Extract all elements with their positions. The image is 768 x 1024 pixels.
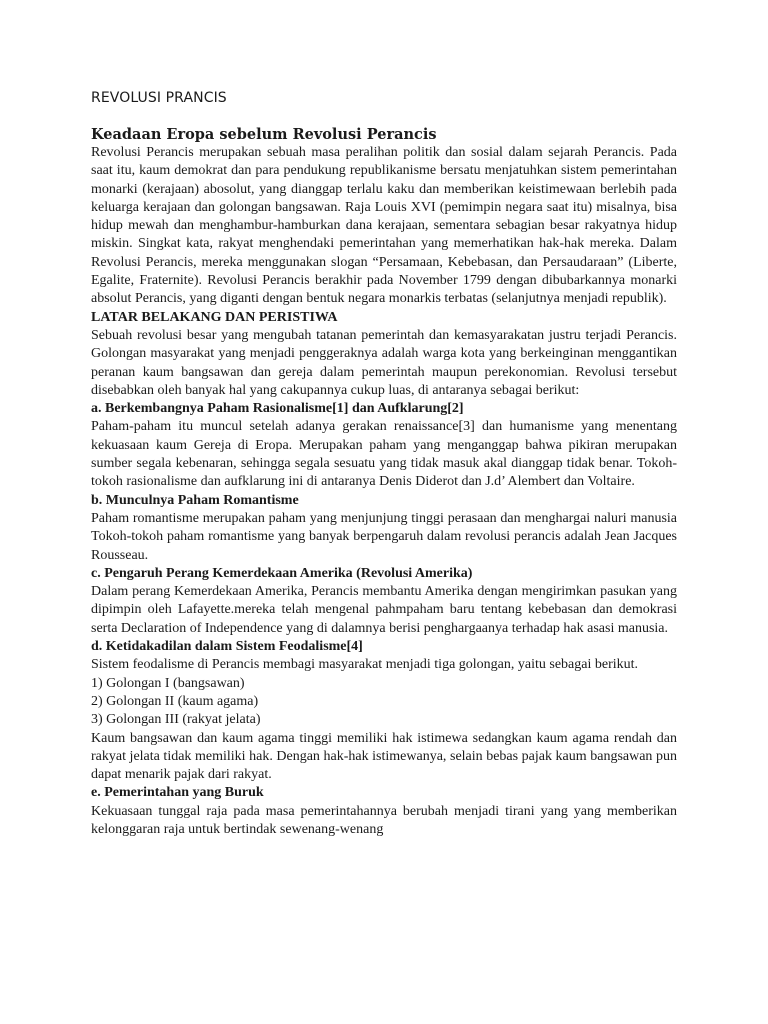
section-a-paragraph: Paham-paham itu muncul setelah adanya gerakan renaissance[3] dan humanisme yang menentang kekuasaan kaum Gereja di Eropa. Merupakan paham yang menganggap bahwa pikiran merupakan sumber segala kebenaran, sehingga segala sesuatu yang tidak masuk akal dianggap tidak benar. Tokoh-tokoh rasionalisme dan aufklarung ini di antaranya Denis Diderot dan J.d’ Alembert dan Voltaire.: [91, 419, 677, 490]
section-b-heading: b. Munculnya Paham Romantisme: [91, 492, 299, 508]
section-c-paragraph: Dalam perang Kemerdekaan Amerika, Perancis membantu Amerika dengan mengirimkan pasukan yang dipimpin oleh Lafayette.mereka telah mengenal pahmpaham baru tentang kebebasan dan demokrasi serta Declaration of Independence yang di dalamnya berisi penghargaanya terhadap hak asasi manusia.: [91, 584, 677, 636]
section-c-heading: c. Pengaruh Perang Kemerdekaan Amerika (Revolusi Amerika): [91, 565, 473, 581]
section-d-after-paragraph: Kaum bangsawan dan kaum agama tinggi memiliki hak istimewa sedangkan kaum agama rendah dan rakyat jelata tidak memiliki hak. Dengan hak-hak istimewanya, selain bebas pajak kaum bangsawan pun dapat menarik pajak dari rakyat.: [91, 730, 677, 783]
list-item: 1) Golongan I (bangsawan): [91, 675, 245, 691]
section-e-paragraph: Kekuasaan tunggal raja pada masa pemerintahannya berubah menjadi tirani yang yang memberikan kelonggaran raja untuk bertindak sewenang-wenang: [91, 803, 677, 837]
section-d-heading: d. Ketidakadilan dalam Sistem Feodalisme[4]: [91, 639, 363, 655]
list-item: 2) Golongan II (kaum agama): [91, 693, 259, 709]
social-levels-list: [91, 675, 677, 730]
section-e-heading: e. Pemerintahan yang Buruk: [91, 785, 264, 801]
section-b-paragraph: Paham romantisme merupakan paham yang menjunjung tinggi perasaan dan menghargai naluri manusia Tokoh-tokoh paham romantisme yang banyak berpengaruh dalam revolusi perancis adalah Jean Jacques Rousseau.: [91, 510, 677, 563]
list-item: 3) Golongan III (rakyat jelata): [91, 712, 261, 728]
section-subtitle: Keadaan Eropa sebelum Revolusi Perancis: [91, 126, 437, 143]
section-a-heading: a. Berkembangnya Paham Rasionalisme[1] dan Aufklarung[2]: [91, 401, 464, 417]
background-heading: LATAR BELAKANG DAN PERISTIWA: [91, 309, 338, 325]
document-title: REVOLUSI PRANCIS: [91, 90, 227, 106]
section-d-paragraph: Sistem feodalisme di Perancis membagi masyarakat menjadi tiga golongan, yaitu sebagai berikut.: [91, 657, 639, 673]
background-paragraph: Sebuah revolusi besar yang mengubah tatanan pemerintah dan kemasyarakatan justru terjadi Perancis. Golongan masyarakat yang menjadi penggeraknya adalah warga kota yang berkeinginan menggantikan peranan kaum bangsawan dan gereja dalam pemerintah maupun perekonomian. Revolusi tersebut disebabkan oleh banyak hal yang cakupannya cukup luas, di antaranya sebagai berikut:: [91, 327, 677, 398]
document-page: [91, 88, 677, 839]
intro-paragraph: Revolusi Perancis merupakan sebuah masa peralihan politik dan sosial dalam sejarah Perancis. Pada saat itu, kaum demokrat dan para pendukung republikanisme bersatu menjatuhkan sistem pemerintahan monarki (kerajaan) abosolut, yang dianggap terlalu kaku dan memberikan keistimewaan berlebih pada keluarga kerajaan dan golongan bangsawan. Raja Louis XVI (pemimpin negara saat itu) misalnya, bisa hidup mewah dan menghambur-hamburkan dana kerajaan, sementara sebagian besar rakyatnya hidup miskin. Singkat kata, rakyat menghendaki pemerintahan yang memerhatikan hak-hak mereka. Dalam Revolusi Perancis, mereka menggunakan slogan “Persamaan, Kebebasan, dan Persaudaraan” (Liberte, Egalite, Fraternite). Revolusi Perancis berakhir pada November 1799 dengan dibubarkannya monarki absolut Perancis, yang diganti dengan bentuk negara monarkis terbatas (selanjutnya menjadi republik).: [91, 145, 677, 307]
